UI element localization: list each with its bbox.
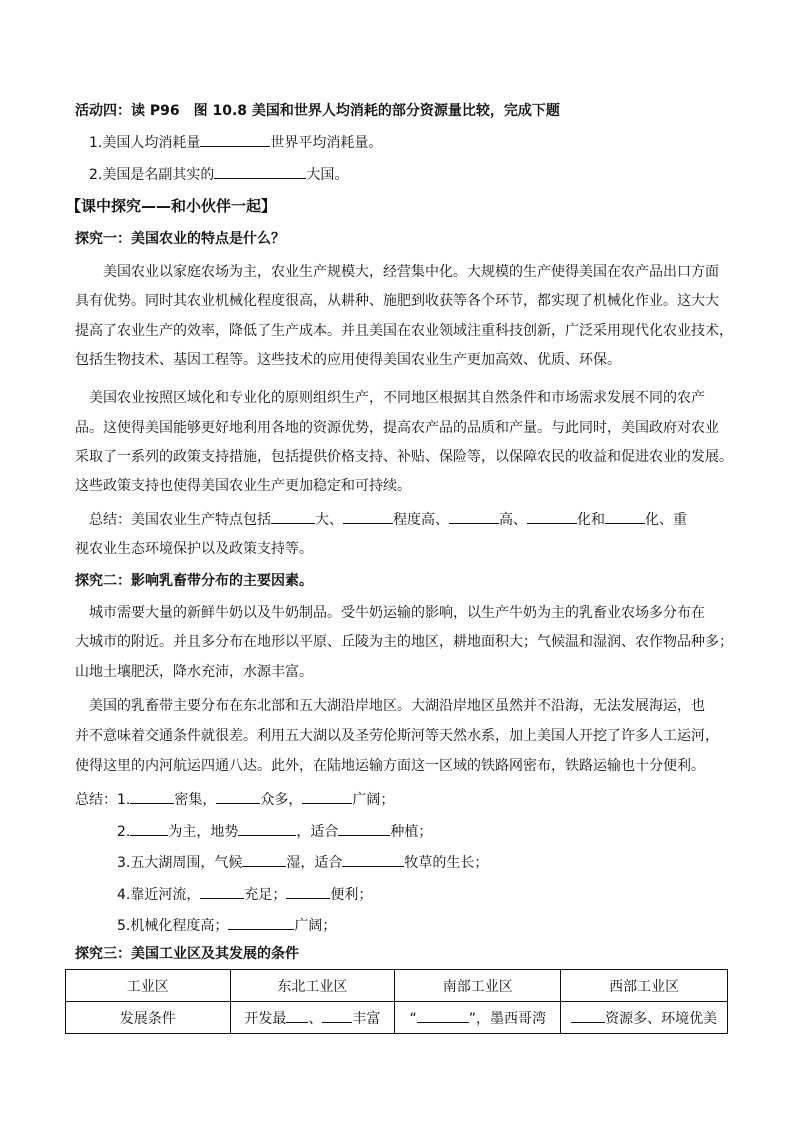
summary-text: 5.机械化程度高； — [117, 918, 229, 934]
explore1-p1-line3: 提高了农业生产的效率，降低了生产成本。并且美国在农业领域注重科技创新，广泛采用现代化农业技术， — [75, 323, 733, 339]
summary-blank[interactable] — [228, 915, 294, 930]
activity4-question-1 — [89, 132, 382, 153]
summary-text: 广阔； — [294, 918, 337, 934]
q1-text-b: 世界平均消耗量。 — [270, 135, 383, 151]
summary-blank[interactable] — [286, 884, 330, 899]
summary-blank[interactable] — [342, 852, 404, 867]
summary-text: 总结：美国农业生产特点包括 — [89, 512, 271, 528]
summary-text: 程度高、 — [393, 512, 449, 528]
cell-text: “ — [409, 1010, 417, 1027]
industrial-zones-table — [65, 969, 728, 1034]
summary-text: 便利； — [330, 887, 373, 903]
summary-text: 大、 — [315, 512, 343, 528]
summary-blank[interactable] — [200, 884, 244, 899]
summary-text: 广阔； — [352, 792, 395, 808]
explore2-summary-4 — [117, 884, 372, 905]
summary-text: 3.五大湖周围，气候 — [117, 855, 243, 871]
summary-text: 众多， — [260, 792, 303, 808]
explore2-p2-line2: 并不意味着交通条件就很差。利用五大湖以及圣劳伦斯河等天然水系，加上美国人开挖了许多人工运河， — [75, 728, 719, 744]
summary-blank[interactable] — [238, 821, 296, 836]
summary-text: ，适合 — [296, 824, 339, 840]
summary-blank-4[interactable] — [527, 509, 577, 524]
table-header-row — [66, 970, 728, 1002]
cell-blank[interactable] — [322, 1008, 352, 1023]
explore1-p2-line1: 美国农业按照区域化和专业化的原则组织生产，不同地区根据其自然条件和市场需求发展不同的农产 — [89, 390, 705, 406]
explore2-p2-line3: 使得这里的内河航运四通八达。此外，在陆地运输方面这一区域的铁路网密布，铁路运输也十分便利。 — [75, 758, 705, 774]
explore3-title: 探究三：美国工业区及其发展的条件 — [75, 946, 299, 962]
summary-text: 高、 — [499, 512, 527, 528]
summary-text: 化、重 — [645, 512, 687, 528]
summary-text: 牧草的生长； — [404, 855, 489, 871]
summary-blank-3[interactable] — [449, 509, 499, 524]
table-header-cell: 工业区 — [66, 970, 231, 1002]
explore2-p1-line3: 山地土壤肥沃，降水充沛，水源丰富。 — [75, 664, 313, 680]
explore2-summary-2 — [117, 821, 432, 842]
q1-text-a: 1.美国人均消耗量 — [89, 135, 201, 151]
q2-text-a: 2.美国是名副其实的 — [89, 167, 215, 183]
activity4-question-2 — [89, 164, 348, 185]
summary-blank[interactable] — [302, 789, 352, 804]
summary-text: 化和 — [577, 512, 605, 528]
cell-blank[interactable] — [571, 1008, 605, 1023]
explore1-summary-line1 — [89, 509, 687, 530]
summary-text: 2. — [117, 824, 131, 840]
summary-text: 种植； — [390, 824, 433, 840]
summary-text: 湿，适合 — [286, 855, 343, 871]
cell-text: 资源多、环境优美 — [605, 1010, 718, 1027]
northeast-conditions-cell — [230, 1002, 395, 1034]
q2-text-b: 大国。 — [306, 167, 349, 183]
summary-blank-2[interactable] — [343, 509, 393, 524]
q1-blank[interactable] — [200, 132, 270, 147]
explore2-p1-line2: 大城市的附近。并且多分布在地形以平原、丘陵为主的地区，耕地面积大；气候温和湿润、农作物品种多； — [75, 634, 733, 650]
explore2-p1-line1: 城市需要大量的新鲜牛奶以及牛奶制品。受牛奶运输的影响，以生产牛奶为主的乳畜业农场多分布在 — [89, 605, 705, 621]
cell-text: ”，墨西哥湾 — [468, 1010, 547, 1027]
explore2-summary-1 — [75, 789, 394, 810]
explore1-p2-line3: 采取了一系列的政策支持措施，包括提供价格支持、补贴、保险等，以保障农民的收益和促进农业的发展。 — [75, 449, 733, 465]
activity4-title: 活动四：读 P96 图 10.8 美国和世界人均消耗的部分资源量比较，完成下题 — [75, 103, 560, 119]
explore1-p2-line4: 这些政策支持也使得美国农业生产更加稳定和可持续。 — [75, 478, 411, 494]
explore2-summary-3 — [117, 852, 488, 873]
summary-text: 为主，地势 — [168, 824, 239, 840]
section-heading: 【课中探究——和小伙伴一起】 — [66, 197, 277, 215]
south-conditions-cell — [395, 1002, 561, 1034]
explore1-p1-line4: 包括生物技术、基因工程等。这些技术的应用使得美国农业生产更加高效、优质、环保。 — [75, 352, 621, 368]
explore1-p1-line1: 美国农业以家庭农场为主，农业生产规模大，经营集中化。大规模的生产使得美国在农产品出口方面 — [103, 264, 719, 280]
row-label: 发展条件 — [66, 1002, 231, 1034]
explore1-p2-line2: 品。这使得美国能够更好地利用各地的资源优势，提高农产品的品质和产量。与此同时，美国政府对农业 — [75, 420, 719, 436]
cell-blank[interactable] — [417, 1008, 469, 1023]
explore1-summary-line2: 视农业生态环境保护以及政策支持等。 — [75, 541, 313, 557]
table-header-cell: 西部工业区 — [561, 970, 728, 1002]
summary-text: 密集， — [174, 792, 217, 808]
q2-blank[interactable] — [214, 164, 306, 179]
table-header-cell: 东北工业区 — [230, 970, 395, 1002]
summary-blank[interactable] — [242, 852, 286, 867]
summary-text: 4.靠近河流， — [117, 887, 201, 903]
summary-blank[interactable] — [338, 821, 390, 836]
table-header-cell: 南部工业区 — [395, 970, 561, 1002]
summary-blank-1[interactable] — [271, 509, 315, 524]
explore2-p2-line1: 美国的乳畜带主要分布在东北部和五大湖沿岸地区。大湖沿岸地区虽然并不沿海，无法发展海运，也 — [89, 698, 705, 714]
summary-blank-5[interactable] — [605, 509, 645, 524]
table-row — [66, 1002, 728, 1034]
cell-text: 、 — [308, 1010, 323, 1027]
cell-blank[interactable] — [286, 1008, 308, 1023]
summary-text: 总结：1. — [75, 792, 131, 808]
explore1-title: 探究一：美国农业的特点是什么？ — [75, 231, 285, 247]
cell-text: 开发最 — [244, 1010, 287, 1027]
cell-text: 丰富 — [352, 1010, 381, 1027]
summary-blank[interactable] — [130, 821, 168, 836]
west-conditions-cell — [561, 1002, 728, 1034]
summary-blank[interactable] — [216, 789, 260, 804]
explore2-title: 探究二：影响乳畜带分布的主要因素。 — [75, 573, 313, 589]
explore1-p1-line2: 具有优势。同时其农业机械化程度很高，从耕种、施肥到收获等各个环节，都实现了机械化作业。这大大 — [75, 293, 719, 309]
summary-blank[interactable] — [130, 789, 174, 804]
summary-text: 充足； — [244, 887, 287, 903]
explore2-summary-5 — [117, 915, 336, 936]
